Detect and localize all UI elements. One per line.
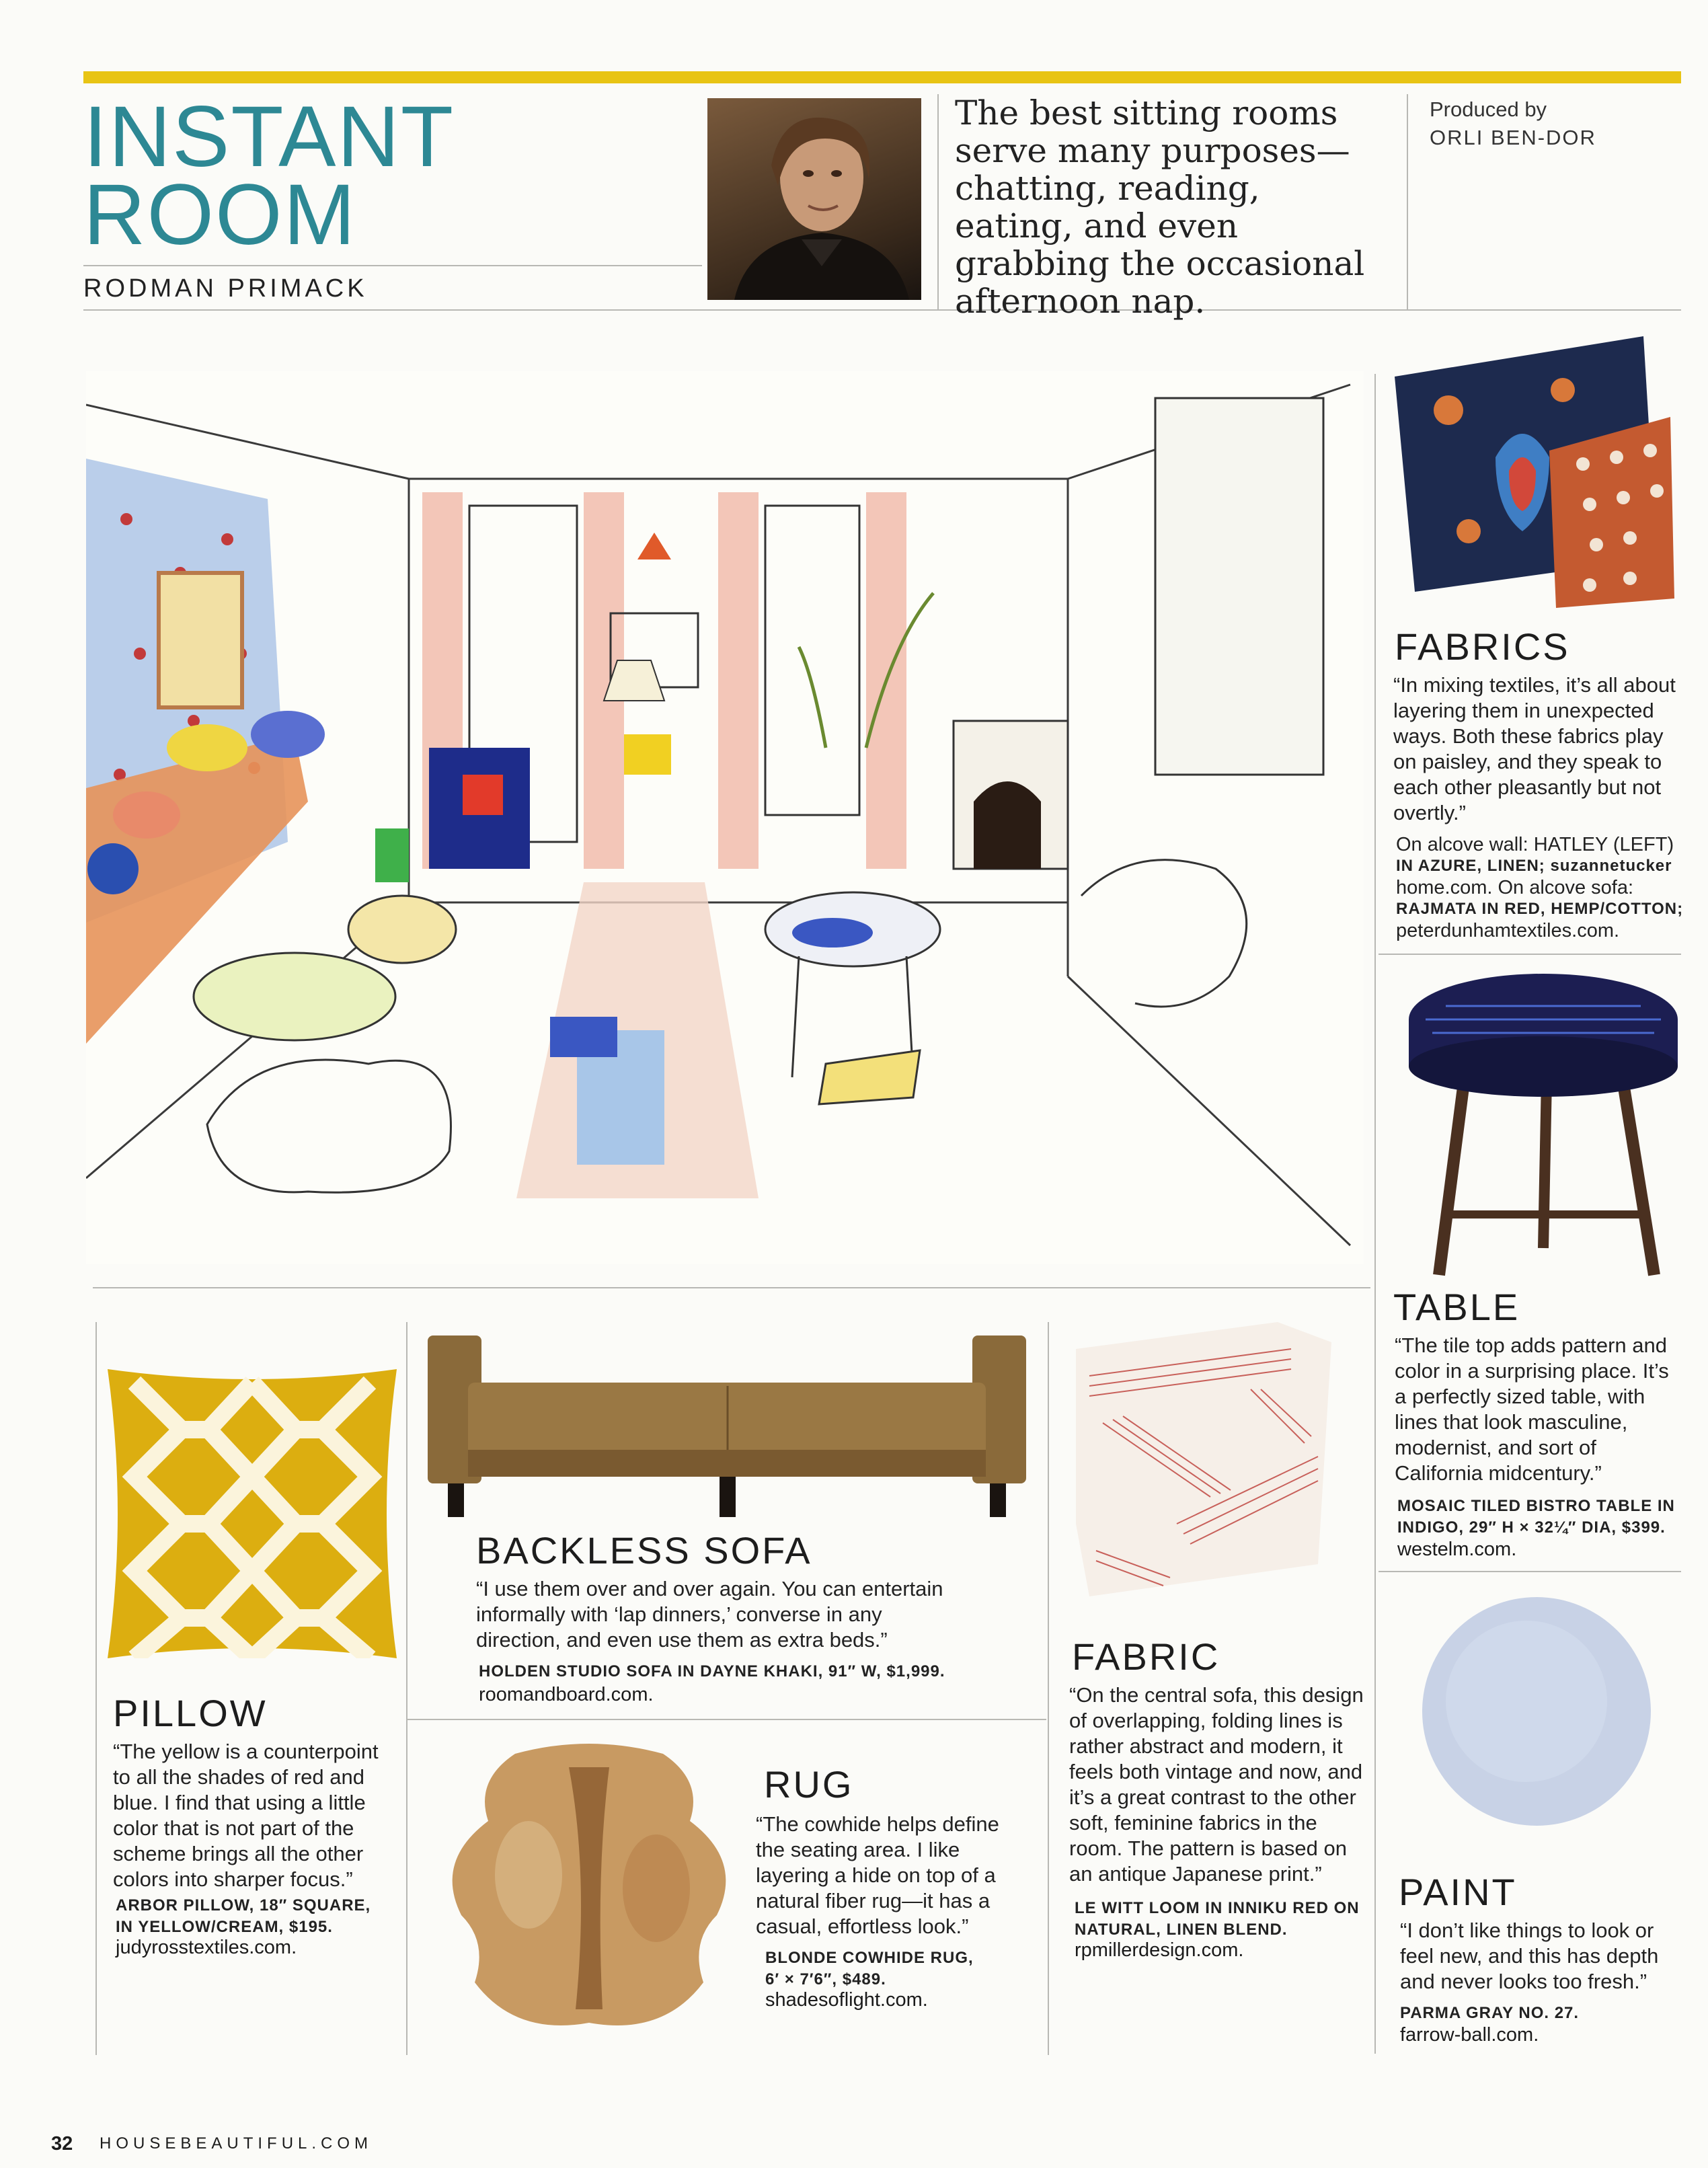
- fabrics-credit: On alcove wall: HATLEY (LEFT) IN AZURE, LINEN; suzannetucker home.com. On alcove sofa: RAJMATA IN RED, HEMP/COTTON; peterdunhamtextiles.com.: [1396, 834, 1684, 941]
- pillow-quote: “The yellow is a counterpoint to all the shades of red and blue. I find that using a little color that is not part of the scheme brings all the other colors into sharper focus.”: [113, 1740, 379, 1891]
- fabrics-title: FABRICS: [1395, 625, 1570, 668]
- paint-swatch-image: [1419, 1594, 1654, 1829]
- linen-fabric-image: [1076, 1322, 1331, 1596]
- paint-credit: PARMA GRAY NO. 27.: [1400, 2004, 1580, 2022]
- fabrics-quote: “In mixing textiles, it’s all about layering them in unexpected ways. Both these fabrics play on paisley, and they speak to each other pleasantly but not overtly.”: [1393, 673, 1676, 824]
- rug-credit: BLONDE COWHIDE RUG, 6′ × 7′6″, $489.: [765, 1949, 974, 1988]
- table-title: TABLE: [1393, 1286, 1520, 1328]
- pillow-right-rule: [406, 1322, 407, 2055]
- rug-title: RUG: [764, 1763, 854, 1806]
- pillow-credit: ARBOR PILLOW, 18″ SQUARE, IN YELLOW/CREAM, $195.: [116, 1896, 371, 1936]
- intro-text: The best sitting rooms serve many purposes—chatting, reading, eating, and even grabbing the occasional afternoon nap.: [955, 93, 1365, 321]
- table-quote: “The tile top adds pattern and color in a surprising place. It’s a perfectly sized table, with lines that look masculine, modernist, and sort of California midcentury.”: [1395, 1333, 1669, 1485]
- fabric-site: rpmillerdesign.com.: [1075, 1939, 1244, 1961]
- footer-site: HOUSEBEAUTIFUL.COM: [100, 2134, 373, 2153]
- intro-divider: [937, 94, 939, 309]
- sofa-site: roomandboard.com.: [479, 1684, 654, 1705]
- fabric-left-rule: [1048, 1322, 1049, 2055]
- table-site: westelm.com.: [1397, 1539, 1517, 1560]
- cowhide-rug-image: [434, 1740, 744, 2036]
- rug-site: shadesoflight.com.: [765, 1989, 928, 2011]
- sofa-quote: “I use them over and over again. You can entertain informally with ‘lap dinners,’ converse in any direction, and even use them as extra beds.”: [476, 1577, 943, 1652]
- table-credit: MOSAIC TILED BISTRO TABLE IN INDIGO, 29″ H × 32¼″ DIA, $399.: [1397, 1497, 1675, 1537]
- room-illustration: [86, 371, 1364, 1264]
- fabric-title: FABRIC: [1072, 1635, 1220, 1678]
- fabric-quote: “On the central sofa, this design of overlapping, folding lines is rather abstract and modern, it feels both vintage and now, and it’s a great contrast to the other soft, feminine fabrics in the room. The pattern is based on an antique Japanese print.”: [1069, 1683, 1364, 1886]
- illustration-rule: [93, 1287, 1370, 1288]
- page-number: 32: [51, 2133, 73, 2155]
- paint-quote: “I don’t like things to look or feel new, and this has depth and never looks too fresh.”: [1400, 1919, 1659, 1993]
- title-rule: [83, 265, 702, 266]
- fabrics-swatch-image: [1388, 336, 1674, 608]
- fabrics-table-rule: [1379, 954, 1681, 955]
- author-name: RODMAN PRIMACK: [83, 274, 368, 303]
- pillow-image: [108, 1369, 397, 1658]
- pillow-left-rule: [95, 1322, 97, 2055]
- sofa-image: [428, 1322, 1026, 1524]
- table-paint-rule: [1379, 1571, 1681, 1572]
- produced-label: Produced by: [1430, 98, 1547, 121]
- paint-title: PAINT: [1399, 1871, 1517, 1913]
- page-title: INSTANT ROOM: [83, 89, 455, 263]
- accent-bar: [83, 71, 1681, 83]
- designer-portrait: [707, 98, 921, 300]
- bistro-table-image: [1405, 966, 1681, 1282]
- paint-site: farrow-ball.com.: [1400, 2024, 1539, 2046]
- sofa-title: BACKLESS SOFA: [476, 1529, 812, 1572]
- producer-divider: [1407, 94, 1408, 309]
- rug-quote: “The cowhide helps define the seating area. I like layering a hide on top of a natural fiber rug—it has a casual, effortless look.”: [756, 1812, 999, 1938]
- sofa-rug-rule: [407, 1719, 1046, 1720]
- header-bottom-rule: [83, 309, 1681, 311]
- producer-credit: [1430, 95, 1596, 152]
- sofa-credit: HOLDEN STUDIO SOFA IN DAYNE KHAKI, 91″ W, $1,999.: [479, 1662, 945, 1680]
- right-column-divider: [1374, 374, 1376, 2054]
- producer-name: ORLI BEN-DOR: [1430, 126, 1596, 149]
- fabric-credit: LE WITT LOOM IN INNIKU RED ON NATURAL, LINEN BLEND.: [1075, 1899, 1360, 1939]
- pillow-title: PILLOW: [113, 1692, 268, 1734]
- pillow-site: judyrosstextiles.com.: [116, 1937, 297, 1958]
